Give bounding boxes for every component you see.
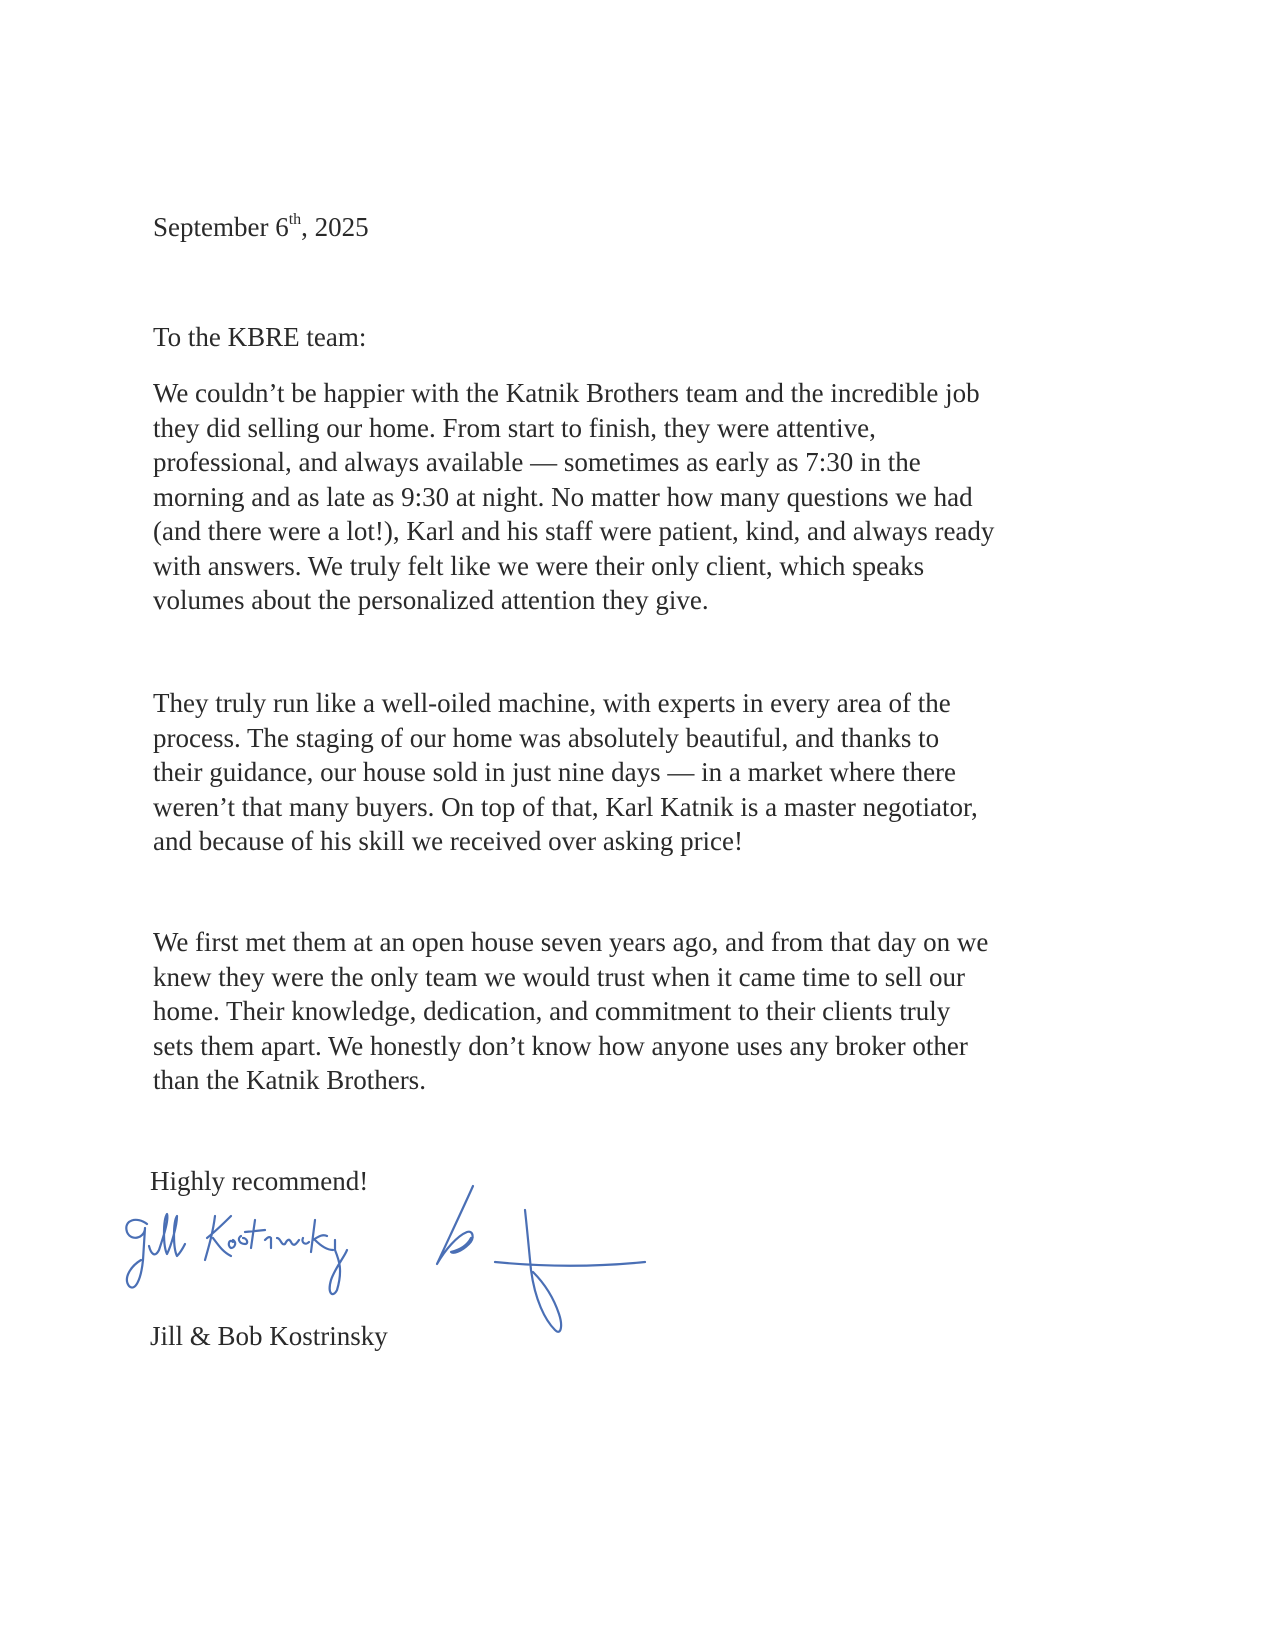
paragraph-line: sets them apart. We honestly don’t know how anyone uses any broker other: [153, 1030, 968, 1061]
signature-stroke-flourish: [495, 1210, 645, 1332]
signature-stroke-ostrinsky: [229, 1220, 347, 1294]
paragraph-line: morning and as late as 9:30 at night. No matter how many questions we had: [153, 481, 973, 512]
signature-stroke-ill: [149, 1214, 185, 1256]
paragraph-line: process. The staging of our home was absolutely beautiful, and thanks to: [153, 722, 940, 753]
paragraph-line: home. Their knowledge, dedication, and commitment to their clients truly: [153, 996, 951, 1026]
date-ordinal-suffix: th: [288, 211, 302, 228]
signature-stroke-j: [126, 1220, 147, 1288]
letter-date: [153, 210, 369, 244]
paragraph-line: (and there were a lot!), Karl and his staff were patient, kind, and always ready: [153, 516, 995, 546]
paragraph-line: They truly run like a well-oiled machine, with experts in every area of the: [153, 688, 951, 718]
paragraph-line: than the Katnik Brothers.: [153, 1065, 426, 1095]
paragraph-3: [153, 925, 1143, 1098]
paragraph-line: We couldn’t be happier with the Katnik Brothers team and the incredible job: [153, 378, 980, 408]
paragraph-line: and because of his skill we received over asking price!: [153, 826, 744, 856]
signature-stroke-k: [205, 1216, 231, 1260]
salutation: To the KBRE team:: [153, 322, 367, 352]
paragraph-line: volumes about the personalized attention they give.: [153, 585, 709, 615]
paragraph-line: their guidance, our house sold in just nine days — in a market where there: [153, 757, 957, 787]
paragraph-line: knew they were the only team we would trust when it came time to sell our: [153, 961, 966, 992]
paragraph-line: they did selling our home. From start to finish, they were attentive,: [153, 412, 876, 443]
paragraph-1: [153, 376, 1143, 618]
signature-strokes: [126, 1186, 645, 1332]
paragraph-line: We first met them at an open house seven years ago, and from that day on we: [153, 927, 989, 957]
paragraph-line: with answers. We truly felt like we were their only client, which speaks: [153, 550, 925, 581]
date-month-day: September 6: [153, 212, 289, 242]
paragraph-2: [153, 686, 1143, 859]
signature-stroke-b: [437, 1186, 473, 1264]
paragraph-line: professional, and always available — sometimes as early as 7:30 in the: [153, 447, 921, 477]
date-year: , 2025: [301, 212, 369, 242]
closing-line: Highly recommend!: [150, 1166, 369, 1196]
paragraph-line: weren’t that many buyers. On top of that, Karl Katnik is a master negotiator,: [153, 791, 978, 822]
signer-names: Jill & Bob Kostrinsky: [150, 1321, 388, 1351]
